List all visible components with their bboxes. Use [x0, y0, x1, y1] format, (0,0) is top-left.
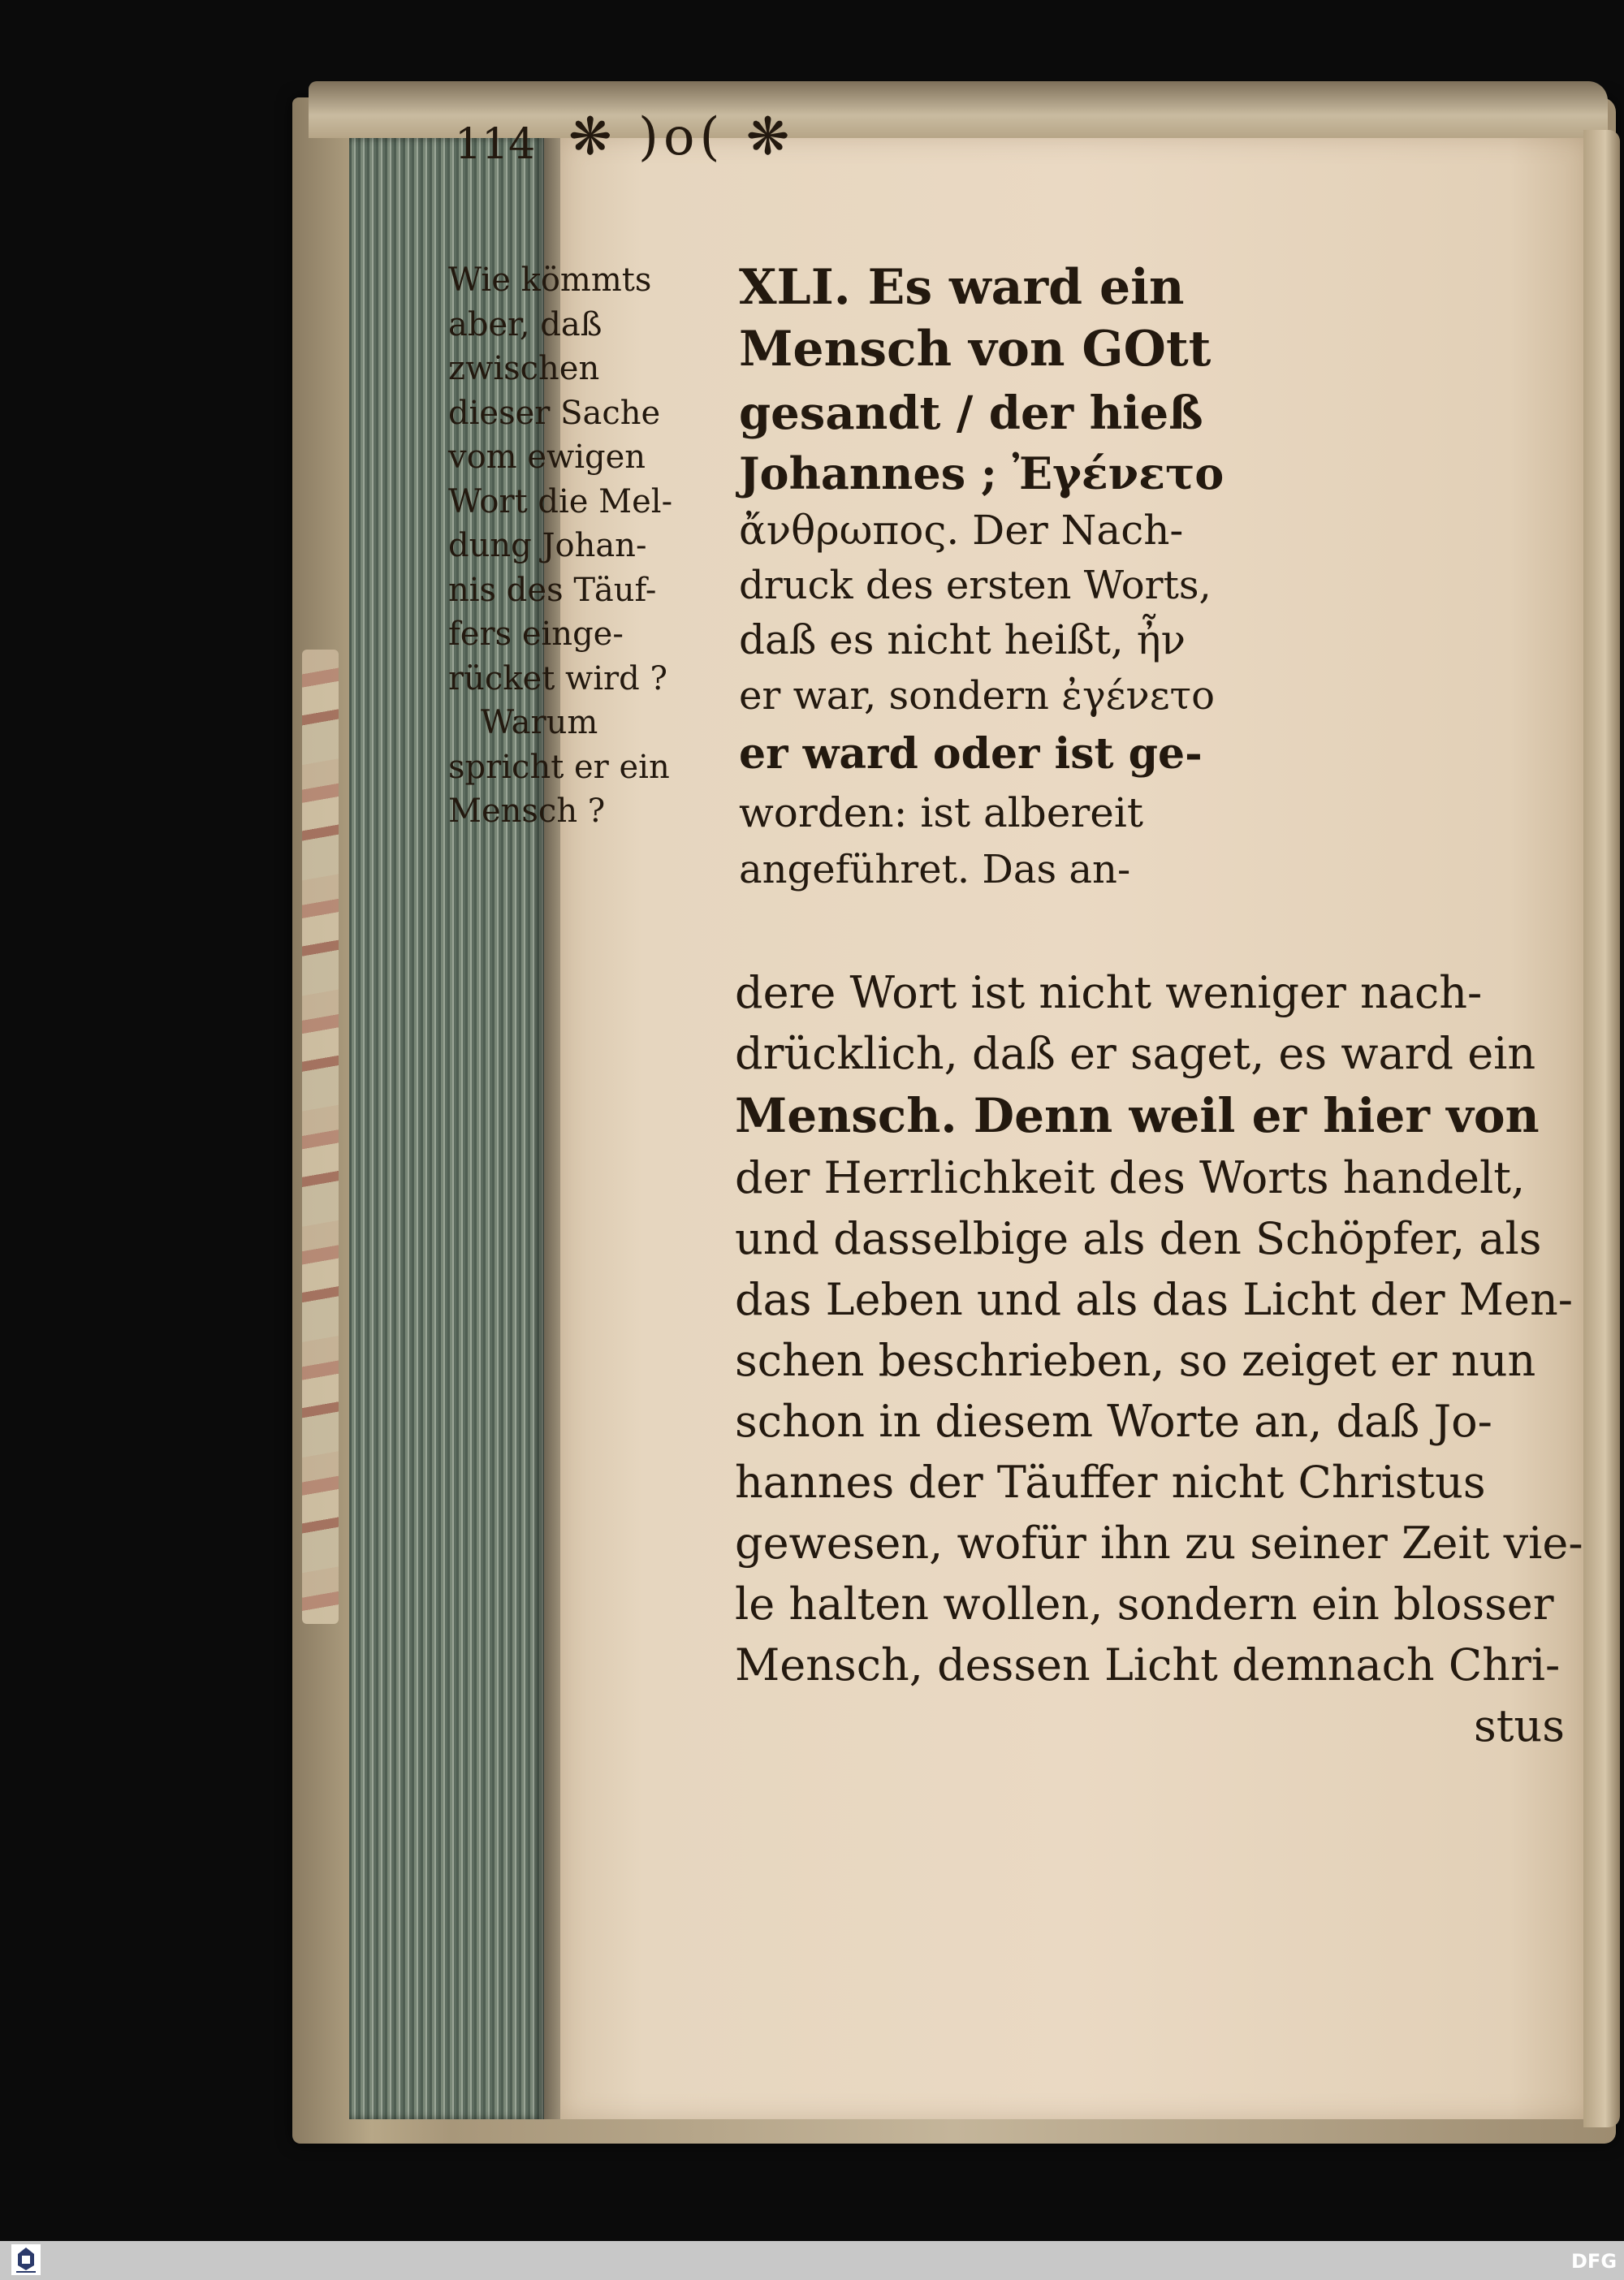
text-line: schen beschrieben, so zeiget er nun [735, 1335, 1536, 1386]
header-ornament: ❋ )o( ❋ [568, 107, 795, 167]
text-line: ἄνθρωπος. Der Nach- [739, 507, 1184, 554]
margin-note-line: dieser Sache [448, 394, 661, 432]
text-line: Mensch von GOtt [739, 321, 1212, 378]
text-line: Johannes ; Ἐγένετο [739, 447, 1224, 499]
text-line: das Leben und als das Licht der Men- [735, 1274, 1573, 1325]
text-line: gesandt / der hieß [739, 386, 1203, 440]
margin-note-line: Warum [481, 704, 598, 741]
text-line: daß es nicht heißt, ἦν [739, 616, 1186, 663]
margin-note-line: Mensch ? [448, 792, 606, 830]
margin-note-line: vom ewigen [448, 438, 646, 476]
marbled-endpaper [302, 650, 339, 1624]
catchword: stus [1474, 1700, 1565, 1751]
library-crest-icon [11, 2244, 41, 2275]
text-line: drücklich, daß er saget, es ward ein [735, 1028, 1536, 1079]
page-number: 114 [455, 120, 536, 169]
viewer-footer-bar [0, 2241, 1624, 2280]
text-line: Mensch. Denn weil er hier von [735, 1088, 1540, 1143]
text-line: gewesen, wofür ihn zu seiner Zeit vie- [735, 1518, 1583, 1569]
text-line: worden: ist albereit [739, 789, 1143, 836]
margin-note-line: zwischen [448, 350, 600, 387]
text-line: XLI. Es ward ein [739, 259, 1185, 316]
margin-note-line: Wie kömmts [448, 261, 652, 299]
margin-note-line: fers einge- [448, 615, 624, 653]
text-line: er ward oder ist ge- [739, 729, 1203, 779]
main-text-body [735, 962, 1583, 1756]
text-line: der Herrlichkeit des Worts handelt, [735, 1152, 1526, 1203]
text-line: schon in diesem Worte an, daß Jo- [735, 1396, 1492, 1447]
text-line: angeführet. Das an- [739, 847, 1131, 892]
dfg-logo: DFG [1571, 2250, 1618, 2273]
margin-note-line: aber, daß [448, 305, 603, 343]
margin-note-line: dung Johan- [448, 527, 647, 564]
margin-note-line: Wort die Mel- [448, 482, 673, 520]
text-line: er war, sondern ἐγένετο [739, 673, 1216, 719]
margin-note-line: rücket wird ? [448, 659, 667, 697]
main-text-column [739, 258, 1551, 898]
margin-note-line: nis des Täuf- [448, 571, 657, 609]
text-line: Mensch, dessen Licht demnach Chri- [735, 1639, 1561, 1691]
text-line: le halten wollen, sondern ein blosser [735, 1578, 1554, 1630]
cover-right-edge [1583, 130, 1620, 2127]
margin-note-line: spricht er ein [448, 748, 670, 786]
text-line: druck des ersten Worts, [739, 563, 1212, 608]
margin-note [448, 258, 692, 834]
text-line: dere Wort ist nicht weniger nach- [735, 967, 1483, 1018]
text-line: hannes der Täuffer nicht Christus [735, 1457, 1486, 1508]
text-line: und dasselbige als den Schöpfer, als [735, 1213, 1542, 1264]
